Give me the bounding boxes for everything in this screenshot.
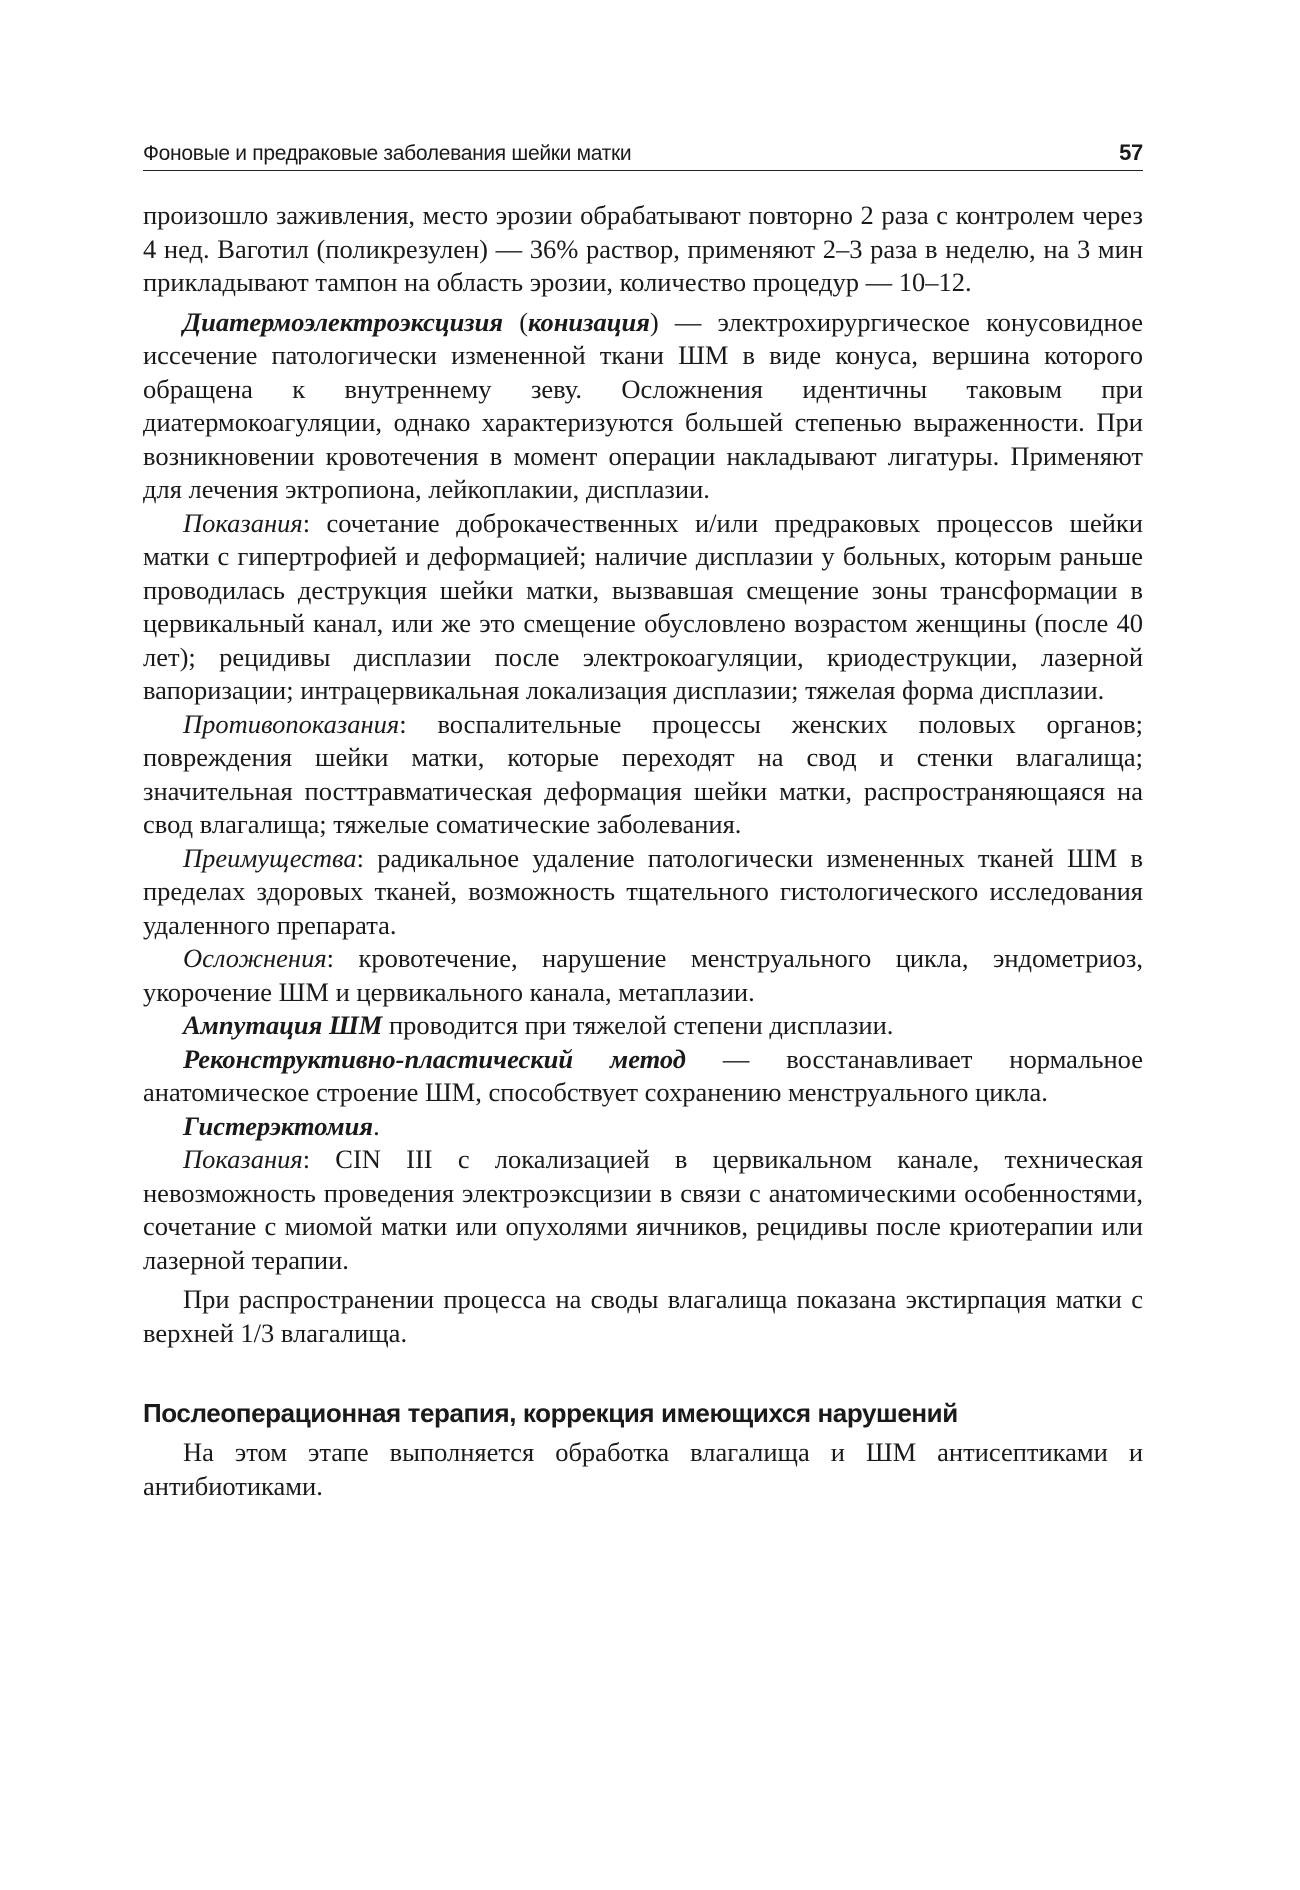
paragraph-text: : сочетание доброкачественных и/или предраковых процессов шейки матки с гипертрофией и деформацией; наличие дисплазии у больных, которым раньше проводилась деструкция шейки матки, вызвавшая смещение зоны трансформации в цервикальный канал, или же это смещение обусловлено возрастом женщины (после 40 лет); рецидивы дисплазии после электрокоагуляции, криодеструкции, лазерной вапоризации; интрацервикальная локализация дисплазии; тяжелая форма дисплазии. [143, 507, 1143, 705]
paragraph-text: проводится при тяжелой степени дисплазии. [382, 1010, 894, 1040]
paragraph-text: : CIN III с локализацией в цервикальном канале, техническая невозможность проведения электроэксцизии в связи с анатомическими особенностями, сочетание с миомой матки или опухолями яичников, рецидивы после криотерапии или лазерной терапии. [143, 1144, 1143, 1275]
paragraph-indications [143, 507, 1143, 708]
term-hysterectomy: Гистерэктомия [183, 1110, 374, 1141]
paragraph-advantages [143, 842, 1143, 943]
paragraph-reconstructive [143, 1043, 1143, 1110]
label-complications: Осложнения [183, 943, 327, 973]
label-advantages: Преимущества [183, 842, 357, 873]
paragraph-text: При распространении процесса на своды влагалища показана экстирпация матки с верхней 1/3 влагалища. [143, 1284, 1143, 1348]
paragraph-text: ) — электрохирургическое конусовидное иссечение патологически измененной ткани ШМ в виде конуса, вершина которого обращена к внутреннему зеву. Осложнения идентичны таковым при диатермокоагуляции, однако характеризуются большей степенью выраженности. При возникновении кровотечения в момент операции накладывают лигатуры. Применяют для лечения эктропиона, лейкоплакии, дисплазии. [143, 306, 1143, 504]
paragraph-postoperative [143, 1436, 1143, 1503]
term-reconstructive: Реконструктивно-пластический метод [183, 1043, 686, 1074]
term-conization: конизация [528, 306, 650, 337]
paragraph-text: На этом этапе выполняется обработка влагалища и ШМ антисептиками и антибиотиками. [143, 1437, 1143, 1501]
paragraph-hysterectomy: Гистерэктомия. [183, 1110, 380, 1141]
term-diathermoexcision: Диатермоэлектроэксцизия [183, 306, 504, 337]
term-amputation: Ампутация ШМ [183, 1010, 383, 1040]
paragraph-text: произошло заживления, место эрозии обрабатывают повторно 2 раза с контролем через 4 нед. Ваготил (поликрезулен) — 36% раствор, применяют 2–3 раза в неделю, на 3 мин прикладывают тампон на область эрозии, количество процедур — 10–12. [143, 200, 1143, 297]
paragraph-text: : кровотечение, нарушение менструального цикла, эндометриоз, укорочение ШМ и цервикального канала, метаплазии. [143, 943, 1143, 1007]
body-text [143, 199, 1143, 1503]
paragraph-conization: Диатермоэлектроэксцизия (конизация) — электрохирургическое конусовидное иссечение патологически измененной ткани ШМ в виде конуса, вершина которого обращена к внутреннему зеву. Осложнения идентичны таковым при диатермокоагуляции, однако характеризуются большей степенью выраженности. При возникновении кровотечения в момент операции накладывают лигатуры. Применяют для лечения эктропиона, лейкоплакии, дисплазии. [143, 306, 1143, 504]
paragraph-amputation [143, 1009, 1143, 1043]
running-title: Фоновые и предраковые заболевания шейки матки [143, 142, 632, 165]
paragraph-hysterectomy-indications [143, 1143, 1143, 1277]
paragraph-extirpation [143, 1283, 1143, 1350]
paragraph-contraindications [143, 708, 1143, 842]
section-heading: Послеоперационная терапия, коррекция имеющихся нарушений [143, 1398, 958, 1428]
label-indications: Показания [183, 1144, 303, 1174]
paragraph-complications [143, 942, 1143, 1009]
paragraph-text: — восстанавливает нормальное анатомическое строение ШМ, способствует сохранению менструального цикла. [143, 1043, 1143, 1107]
label-contraindications: Противопоказания [183, 708, 400, 739]
page-number: 57 [1119, 140, 1143, 165]
label-indications: Показания [183, 507, 303, 538]
running-header [143, 136, 1143, 171]
paragraph-text: : воспалительные процессы женских половых органов; повреждения шейки матки, которые переходят на свод и стенки влагалища; значительная посттравматическая деформация шейки матки, распространяющаяся на свод влагалища; тяжелые соматические заболевания. [143, 708, 1143, 839]
paragraph-text: : радикальное удаление патологически измененных тканей ШМ в пределах здоровых тканей, возможность тщательного гистологического исследования удаленного препарата. [143, 842, 1143, 940]
paragraph-continuation [143, 199, 1143, 300]
